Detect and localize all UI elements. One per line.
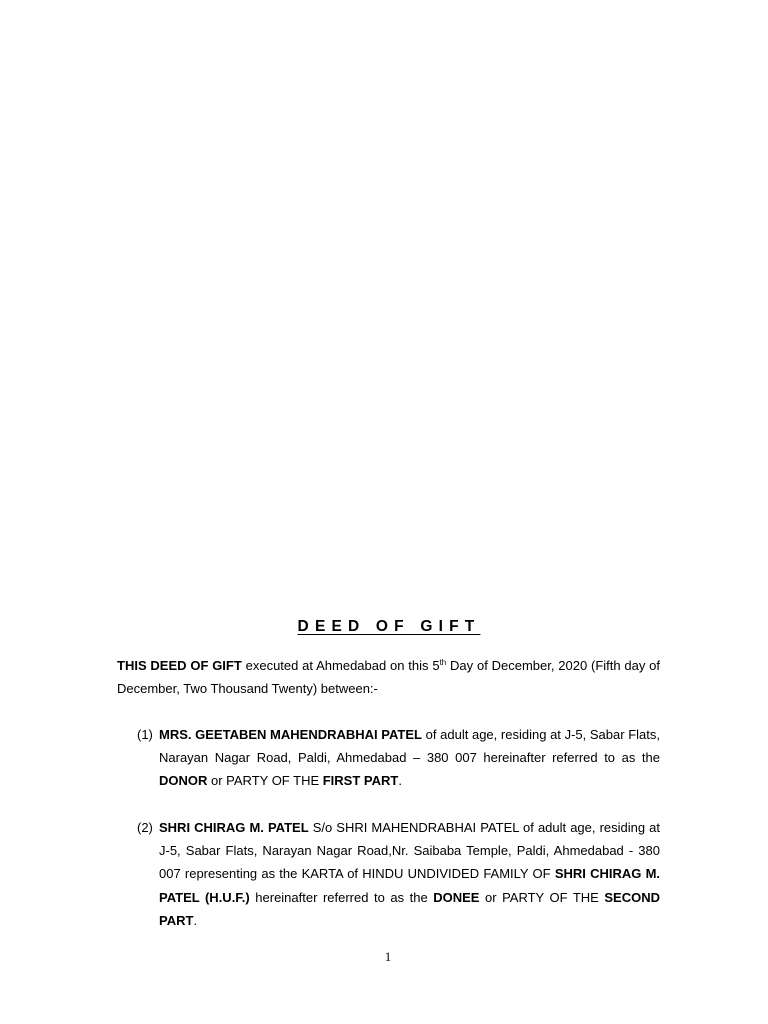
party-text: .: [398, 773, 402, 789]
intro-lead: THIS DEED OF GIFT: [117, 658, 242, 673]
party-item-2: [137, 816, 660, 932]
page-number: 1: [384, 949, 392, 964]
party-role: DONOR: [159, 773, 208, 789]
party-part: SECOND PART: [159, 889, 660, 928]
party-name: SHRI CHIRAG M. PATEL: [159, 820, 309, 835]
party-name: MRS. GEETABEN MAHENDRABHAI PATEL: [159, 727, 422, 742]
intro-superscript: th: [439, 658, 447, 667]
party-text: hereinafter referred to as the: [249, 889, 434, 905]
party-text: or PARTY OF THE: [207, 773, 323, 789]
party-body: [159, 723, 660, 793]
party-part: FIRST PART: [322, 773, 399, 789]
document-title: DEED OF GIFT: [297, 618, 481, 635]
party-text: of adult age, residing at J-5, Sabar Flats, Narayan Nagar Road, Paldi, Ahmedabad – 380 007 hereinafter referred to as the: [159, 727, 661, 766]
party-number: (1): [137, 727, 153, 742]
intro-text-2: Day of December, 2020 (Fifth day of December, Two Thousand Twenty) between:-: [117, 658, 661, 697]
party-item-1: [137, 723, 660, 793]
party-text: S/o SHRI MAHENDRABHAI PATEL of adult age, residing at J-5, Sabar Flats, Narayan Nagar Road,Nr. Saibaba Temple, Paldi, Ahmedabad - 380 007 representing as the KARTA of HINDU UNDIVIDED FAMILY OF: [159, 820, 660, 882]
party-text: or PARTY OF THE: [479, 889, 605, 905]
intro-paragraph: [117, 654, 660, 700]
party-body: [159, 816, 660, 932]
intro-text-1: executed at Ahmedabad on this 5: [241, 658, 440, 673]
party-role: DONEE: [433, 889, 480, 905]
party-text: .: [193, 912, 198, 928]
party-number: (2): [137, 820, 153, 835]
party-huf: SHRI CHIRAG M. PATEL (H.U.F.): [159, 866, 661, 905]
